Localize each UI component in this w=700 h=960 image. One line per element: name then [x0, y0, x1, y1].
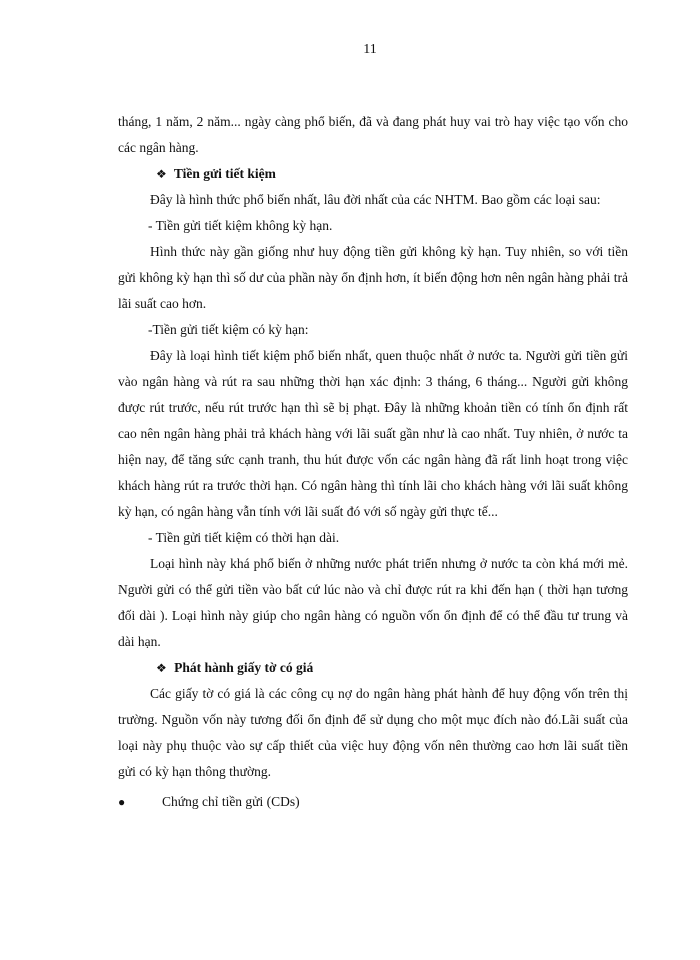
section-heading	[118, 655, 628, 681]
bullet-dot-icon: ●	[118, 795, 126, 809]
heading-text: Tiền gửi tiết kiệm	[173, 166, 276, 181]
paragraph: tháng, 1 năm, 2 năm... ngày càng phổ biến, đã và đang phát huy vai trò hay việc tạo vốn cho các ngân hàng.	[118, 114, 628, 155]
paragraph: Đây là loại hình tiết kiệm phổ biến nhất, quen thuộc nhất ở nước ta. Người gửi tiền gửi vào ngân hàng và rút ra sau những thời hạn xác định: 3 tháng, 6 tháng... Người gửi không được rút trước, nếu rút trước hạn thì sẽ bị phạt. Đây là những khoản tiền có tính ổn định rất cao nên ngân hàng phải trả khách hàng với lãi suất gần như là cao nhất. Tuy nhiên, ở nước ta hiện nay, để tăng sức cạnh tranh, thu hút được vốn các ngân hàng đã rất linh hoạt trong việc khách hàng rút ra trước thời hạn. Có ngân hàng thì tính lãi cho khách hàng với lãi suất không kỳ hạn, có ngân hàng vẫn tính với lãi suất đó với số ngày gửi thực tế...	[118, 348, 628, 519]
page-number: 11	[363, 42, 377, 57]
list-item: -Tiền gửi tiết kiệm có kỳ hạn:	[148, 322, 309, 337]
heading-text: Phát hành giấy tờ có giá	[174, 660, 314, 675]
list-item: - Tiền gửi tiết kiệm có thời hạn dài.	[148, 530, 340, 545]
paragraph: Hình thức này gần giống như huy động tiền gửi không kỳ hạn. Tuy nhiên, so với tiền gửi không kỳ hạn thì số dư của phần này ổn định hơn, ít biến động hơn nên ngân hàng phải trả lãi suất cao hơn.	[118, 244, 628, 311]
paragraph: Các giấy tờ có giá là các công cụ nợ do ngân hàng phát hành để huy động vốn trên thị trường. Nguồn vốn này tương đối ổn định để sử dụng cho một mục đích nào đó.Lãi suất của loại này phụ thuộc vào sự cấp thiết của việc huy động vốn nên thường cao hơn lãi suất tiền gửi có kỳ hạn thông thường.	[118, 686, 628, 779]
paragraph: Đây là hình thức phổ biến nhất, lâu đời nhất của các NHTM. Bao gồm các loại sau:	[150, 192, 601, 207]
paragraph: Loại hình này khá phổ biến ở những nước phát triển nhưng ở nước ta còn khá mới mẻ. Người gửi có thể gửi tiền vào bất cứ lúc nào và chỉ được rút ra khi đến hạn ( thời hạn tương đối dài ). Loại hình này giúp cho ngân hàng có nguồn vốn ổn định để có thể đầu tư trung và dài hạn.	[118, 556, 628, 649]
list-item: - Tiền gửi tiết kiệm không kỳ hạn.	[148, 218, 333, 233]
diamond-bullet-icon: ❖	[156, 167, 167, 181]
bullet-item	[118, 789, 628, 815]
diamond-bullet-icon: ❖	[156, 661, 167, 675]
section-heading	[118, 161, 628, 187]
bullet-text: Chứng chỉ tiền gửi (CDs)	[162, 794, 300, 809]
document-body	[118, 109, 628, 815]
